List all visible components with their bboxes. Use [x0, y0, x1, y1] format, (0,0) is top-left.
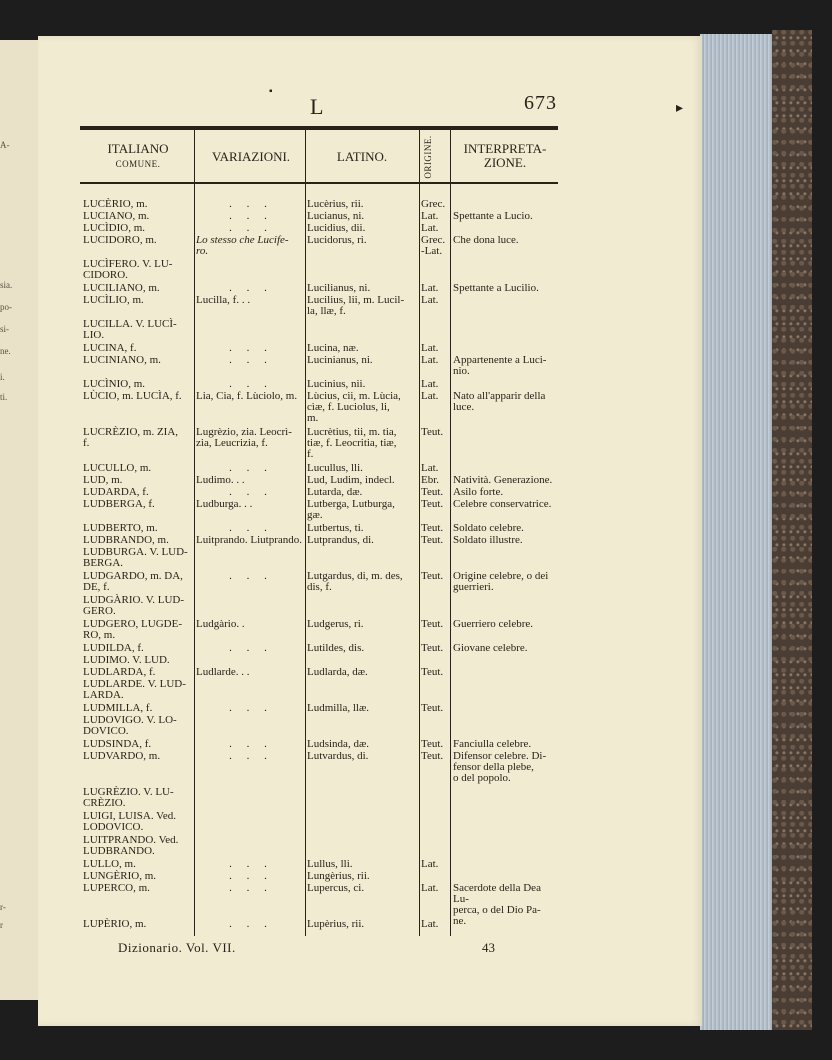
facing-page-text: si- — [0, 324, 9, 334]
entry-italiano: LUCINA, f. — [83, 342, 137, 354]
entry-latino: Ludgerus, ri. — [307, 618, 364, 630]
entry-latino: Lutarda, dæ. — [307, 486, 363, 498]
signature-mark: Dizionario. Vol. VII. — [118, 940, 236, 955]
entry-variazioni: Lo stesso che Lucife- ro. — [196, 234, 289, 257]
entry-latino: Lucrètius, tii, m. tia, tiæ, f. Leocritia, tiæ, f. — [307, 426, 397, 460]
entry-variazioni: . . . — [229, 198, 273, 210]
entry-latino: Lutildes, dis. — [307, 642, 365, 654]
entry-latino: Ludlarda, dæ. — [307, 666, 368, 678]
entry-latino: Lucilianus, ni. — [307, 282, 371, 294]
entry-origine: Lat. — [421, 210, 439, 222]
entry-origine: Teut. — [421, 618, 444, 630]
entry-italiano: LUDMILLA, f. — [83, 702, 153, 714]
entry-latino: Ludmilla, llæ. — [307, 702, 370, 714]
entry-interpretazione: Soldato celebre. — [453, 522, 524, 534]
entry-latino: Lutgardus, di, m. des, dis, f. — [307, 570, 403, 593]
entry-origine: Teut. — [421, 534, 444, 546]
entry-origine: Lat. — [421, 858, 439, 870]
entry-italiano: LULLO, m. — [83, 858, 136, 870]
entry-variazioni: Luitprando. Liutprando. — [196, 534, 303, 546]
entry-variazioni: . . . — [229, 342, 273, 354]
ink-speck: ▪ — [269, 86, 273, 97]
entry-italiano: LUD, m. — [83, 474, 123, 486]
entry-italiano: LUDIMO. V. LUD. — [83, 654, 170, 666]
entry-latino: Lungèrius, rii. — [307, 870, 370, 882]
entry-variazioni: . . . — [229, 918, 273, 930]
entry-variazioni: . . . — [229, 210, 273, 222]
entry-origine: Lat. — [421, 918, 439, 930]
entry-origine: Teut. — [421, 642, 444, 654]
section-letter: L — [310, 94, 324, 119]
entry-italiano: LUDILDA, f. — [83, 642, 144, 654]
entry-italiano: LUGRÈZIO. V. LU- CRÈZIO. — [83, 786, 174, 809]
entry-interpretazione: Appartenente a Luci- nio. — [453, 354, 547, 377]
entry-variazioni: Lugrèzio, zia. Leocrì- zia, Leucrizia, f. — [196, 426, 292, 449]
entry-origine: Teut. — [421, 498, 444, 510]
entry-interpretazione: Soldato illustre. — [453, 534, 523, 546]
entry-latino: Lucullus, lli. — [307, 462, 363, 474]
entry-italiano: LUDSINDA, f. — [83, 738, 152, 750]
entry-origine: Lat. — [421, 354, 439, 366]
entry-latino: Lùcius, cii, m. Lùcia, cìæ, f. Luciolus, li, m. — [307, 390, 401, 424]
entry-interpretazione: Origine celebre, o dei guerrieri. — [453, 570, 549, 593]
entry-variazioni: . . . — [229, 462, 273, 474]
entry-italiano: LUITPRANDO. Ved. LUDBRANDO. — [83, 834, 179, 857]
entry-variazioni: . . . — [229, 858, 273, 870]
entry-origine: Teut. — [421, 570, 444, 582]
entry-interpretazione: Difensor celebre. Di- fensor della plebe, o del popolo. — [453, 750, 547, 784]
entry-variazioni: Ludgàrio. . — [196, 618, 245, 630]
entry-origine: Lat. — [421, 390, 439, 402]
entry-latino: Lutvardus, di. — [307, 750, 369, 762]
entry-variazioni: . . . — [229, 750, 273, 762]
entry-interpretazione: Nato all'apparir della luce. — [453, 390, 546, 413]
entry-interpretazione: Spettante a Lucio. — [453, 210, 533, 222]
facing-page-text: A- — [0, 140, 10, 150]
entry-italiano: LUNGÈRIO, m. — [83, 870, 157, 882]
entry-italiano: LUDVARDO, m. — [83, 750, 161, 762]
entry-italiano: LUDBERGA, f. — [83, 498, 155, 510]
entry-latino: Lucidorus, ri. — [307, 234, 367, 246]
entry-origine: Lat. — [421, 342, 439, 354]
facing-page-text: r — [0, 920, 3, 930]
entry-italiano: LUDGARDO, m. DA, DE, f. — [83, 570, 183, 593]
entry-variazioni: . . . — [229, 570, 273, 582]
entry-variazioni: . . . — [229, 522, 273, 534]
entry-italiano: LUCRÈZIO, m. ZIA, f. — [83, 426, 179, 449]
column-header-origine — [412, 134, 444, 180]
entry-italiano: LUCULLO, m. — [83, 462, 152, 474]
entry-italiano: LUIGI, LUISA. Ved. LODOVICO. — [83, 810, 176, 833]
page-number: 673 — [524, 92, 557, 114]
facing-page-text: i. — [0, 372, 5, 382]
entry-interpretazione: Guerriero celebre. — [453, 618, 534, 630]
page-edges — [700, 34, 780, 1030]
facing-page-text: ne. — [0, 346, 11, 356]
entry-origine: Ebr. — [421, 474, 440, 486]
entry-italiano: LUCILIANO, m. — [83, 282, 160, 294]
entry-latino: Lutberga, Lutburga, gæ. — [307, 498, 395, 521]
entry-italiano: LUCÌFERO. V. LU- CIDORO. — [83, 258, 173, 281]
entry-italiano: LUCÌDIO, m. — [83, 222, 146, 234]
entry-latino: Lucina, næ. — [307, 342, 359, 354]
entry-interpretazione: Giovane celebre. — [453, 642, 528, 654]
column-header-italiano-sub: COMUNE. — [115, 159, 161, 169]
column-header-variazioni: VARIAZIONI. — [211, 149, 291, 164]
entry-italiano: LUCINIANO, m. — [83, 354, 161, 366]
entry-variazioni: . . . — [229, 642, 273, 654]
entry-latino: Lupercus, ci. — [307, 882, 365, 894]
entry-latino: Lucèrius, rii. — [307, 198, 364, 210]
entry-italiano: LUDLARDA, f. — [83, 666, 156, 678]
entry-variazioni: . . . — [229, 282, 273, 294]
entry-origine: Lat. — [421, 294, 439, 306]
entry-variazioni: Ludimo. . . — [196, 474, 245, 486]
entry-origine: Lat. — [421, 378, 439, 390]
book-cover — [772, 30, 812, 1030]
entry-latino: Ludsinda, dæ. — [307, 738, 370, 750]
entry-origine: Teut. — [421, 702, 444, 714]
column-header-interpretazione: INTERPRETA- ZIONE. — [463, 141, 547, 170]
entry-variazioni: . . . — [229, 738, 273, 750]
entry-origine: Teut. — [421, 522, 444, 534]
entry-latino: Lutbertus, ti. — [307, 522, 364, 534]
entry-latino: Lupèrius, rii. — [307, 918, 365, 930]
entry-latino: Lucilius, lii, m. Lucil- la, llæ, f. — [307, 294, 405, 317]
entry-interpretazione: Natività. Generazione. — [453, 474, 553, 486]
column-divider — [419, 130, 420, 936]
table-header-rule — [80, 182, 558, 184]
entry-origine: Lat. — [421, 462, 439, 474]
entry-origine: Grec. -Lat. — [421, 234, 446, 257]
sheet-number: 43 — [482, 940, 495, 955]
entry-italiano: LUCIANO, m. — [83, 210, 150, 222]
facing-page-text: sia. — [0, 280, 13, 290]
entry-variazioni: Lucilla, f. . . — [196, 294, 251, 306]
facing-page-text: ti. — [0, 392, 8, 402]
entry-italiano: LUDBERTO, m. — [83, 522, 158, 534]
entry-origine: Lat. — [421, 882, 439, 894]
entry-italiano: LUDGÀRIO. V. LUD- GERO. — [83, 594, 185, 617]
entry-interpretazione: Spettante a Lucilio. — [453, 282, 539, 294]
entry-latino: Lucianus, ni. — [307, 210, 365, 222]
entry-italiano: LUDLARDE. V. LUD- LARDA. — [83, 678, 186, 701]
entry-origine: Teut. — [421, 750, 444, 762]
entry-italiano: LUCÈRIO, m. — [83, 198, 148, 210]
entry-italiano: LUDGERO, LUGDE- RO, m. — [83, 618, 182, 641]
entry-interpretazione: Asilo forte. — [453, 486, 504, 498]
facing-page-text: po- — [0, 302, 12, 312]
entry-latino: Lullus, lli. — [307, 858, 353, 870]
column-header-latino: LATINO. — [336, 149, 388, 164]
column-header-italiano — [83, 142, 193, 171]
entry-italiano: LUPÈRIO, m. — [83, 918, 147, 930]
entry-interpretazione: Che dona luce. — [453, 234, 519, 246]
entry-italiano: LUDBRANDO, m. — [83, 534, 169, 546]
entry-italiano: LUDARDA, f. — [83, 486, 149, 498]
entry-latino: Lucinius, nii. — [307, 378, 366, 390]
entry-variazioni: . . . — [229, 378, 273, 390]
entry-latino: Lucinianus, ni. — [307, 354, 373, 366]
entry-variazioni: Ludburga. . . — [196, 498, 253, 510]
entry-origine: Teut. — [421, 486, 444, 498]
margin-mark: ▸ — [676, 101, 684, 116]
entry-latino: Lucidius, dii. — [307, 222, 366, 234]
entry-italiano: LUDOVIGO. V. LO- DOVICO. — [83, 714, 177, 737]
entry-variazioni: Ludlarde. . . — [196, 666, 250, 678]
column-header-italiano-label: ITALIANO — [107, 141, 169, 156]
entry-variazioni: . . . — [229, 486, 273, 498]
entry-origine: Lat. — [421, 282, 439, 294]
entry-origine: Grec. — [421, 198, 446, 210]
entry-origine: Lat. — [421, 222, 439, 234]
entry-italiano: LUCIDORO, m. — [83, 234, 157, 246]
entry-interpretazione: Fanciulla celebre. — [453, 738, 532, 750]
entry-origine: Teut. — [421, 666, 444, 678]
entry-interpretazione: Sacerdote della Dea Lu- perca, o del Dio Pa- ne. — [453, 882, 541, 927]
entry-variazioni: . . . — [229, 702, 273, 714]
entry-interpretazione: Celebre conservatrice. — [453, 498, 552, 510]
entry-variazioni: Lia, Cia, f. Lùciolo, m. — [196, 390, 298, 402]
entry-italiano: LUDBURGA. V. LUD- BERGA. — [83, 546, 188, 569]
entry-origine: Teut. — [421, 426, 444, 438]
entry-variazioni: . . . — [229, 870, 273, 882]
entry-variazioni: . . . — [229, 882, 273, 894]
entry-latino: Lutprandus, di. — [307, 534, 374, 546]
entry-italiano: LUCÌLIO, m. — [83, 294, 144, 306]
entry-italiano: LUCILLA. V. LUCÌ- LIO. — [83, 318, 177, 341]
entry-variazioni: . . . — [229, 354, 273, 366]
entry-italiano: LUCÌNIO, m. — [83, 378, 146, 390]
entry-origine: Teut. — [421, 738, 444, 750]
table-top-rule — [80, 126, 558, 130]
entry-variazioni: . . . — [229, 222, 273, 234]
entry-italiano: LÙCIO, m. LUCÌA, f. — [83, 390, 182, 402]
column-header-origine-label: ORIGINE. — [423, 135, 433, 179]
facing-page-text: r- — [0, 902, 6, 912]
entry-italiano: LUPERCO, m. — [83, 882, 150, 894]
entry-latino: Lud, Ludim, indecl. — [307, 474, 395, 486]
